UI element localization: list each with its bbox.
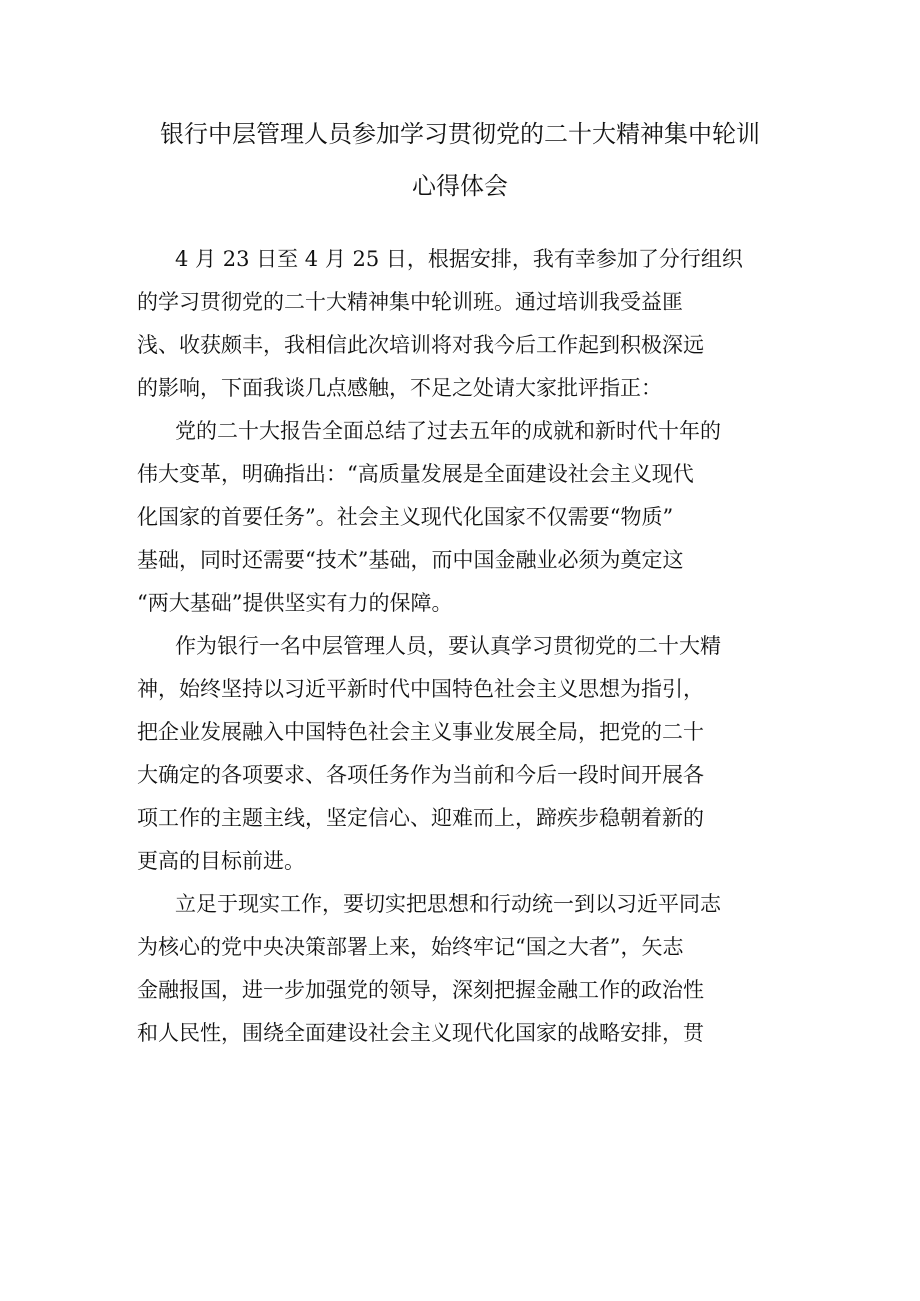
title-line: 心得体会 xyxy=(412,172,508,200)
text-line: 的影响，下面我谈几点感触，不足之处请大家批评指正： xyxy=(137,376,662,400)
text-line: “两大基础”提供坚实有力的保障。 xyxy=(137,591,453,615)
text-line: 化国家的首要任务”。社会主义现代化国家不仅需要“物质” xyxy=(137,505,674,529)
text-line: 浅、收获颇丰，我相信此次培训将对我今后工作起到积极深远 xyxy=(137,333,704,357)
document-title xyxy=(120,108,800,212)
text-line: 作为银行一名中层管理人员，要认真学习贯彻党的二十大精 xyxy=(175,634,721,658)
paragraph-2 xyxy=(137,410,787,625)
text-line: 伟大变革，明确指出：“高质量发展是全面建设社会主义现代 xyxy=(137,462,694,486)
text-line: 金融报国，进一步加强党的领导，深刻把握金融工作的政治性 xyxy=(137,978,704,1002)
text-line: 为核心的党中央决策部署上来，始终牢记“国之大者”，矢志 xyxy=(137,935,684,959)
title-line: 银行中层管理人员参加学习贯彻党的二十大精神集中轮训 xyxy=(160,120,760,148)
text-line: 的学习贯彻党的二十大精神集中轮训班。通过培训我受益匪 xyxy=(137,290,683,314)
text-line: 大确定的各项要求、各项任务作为当前和今后一段时间开展各 xyxy=(137,763,704,787)
text-line: 党的二十大报告全面总结了过去五年的成就和新时代十年的 xyxy=(175,419,721,443)
text-line: 和人民性，围绕全面建设社会主义现代化国家的战略安排，贯 xyxy=(137,1021,704,1045)
text-line: 基础，同时还需要“技术”基础，而中国金融业必须为奠定这 xyxy=(137,548,684,572)
text-line: 立足于现实工作，要切实把思想和行动统一到以习近平同志 xyxy=(175,892,721,916)
text-line: 把企业发展融入中国特色社会主义事业发展全局，把党的二十 xyxy=(137,720,704,744)
paragraph-3 xyxy=(137,625,787,883)
text-line: 4 月 23 日至 4 月 25 日，根据安排，我有幸参加了分行组织 xyxy=(175,247,743,271)
text-line: 项工作的主题主线，坚定信心、迎难而上，蹄疾步稳朝着新的 xyxy=(137,806,704,830)
text-line: 神，始终坚持以习近平新时代中国特色社会主义思想为指引， xyxy=(137,677,704,701)
text-line: 更高的目标前进。 xyxy=(137,849,305,873)
document-body xyxy=(137,238,787,1055)
paragraph-4 xyxy=(137,883,787,1055)
paragraph-1 xyxy=(137,238,787,410)
